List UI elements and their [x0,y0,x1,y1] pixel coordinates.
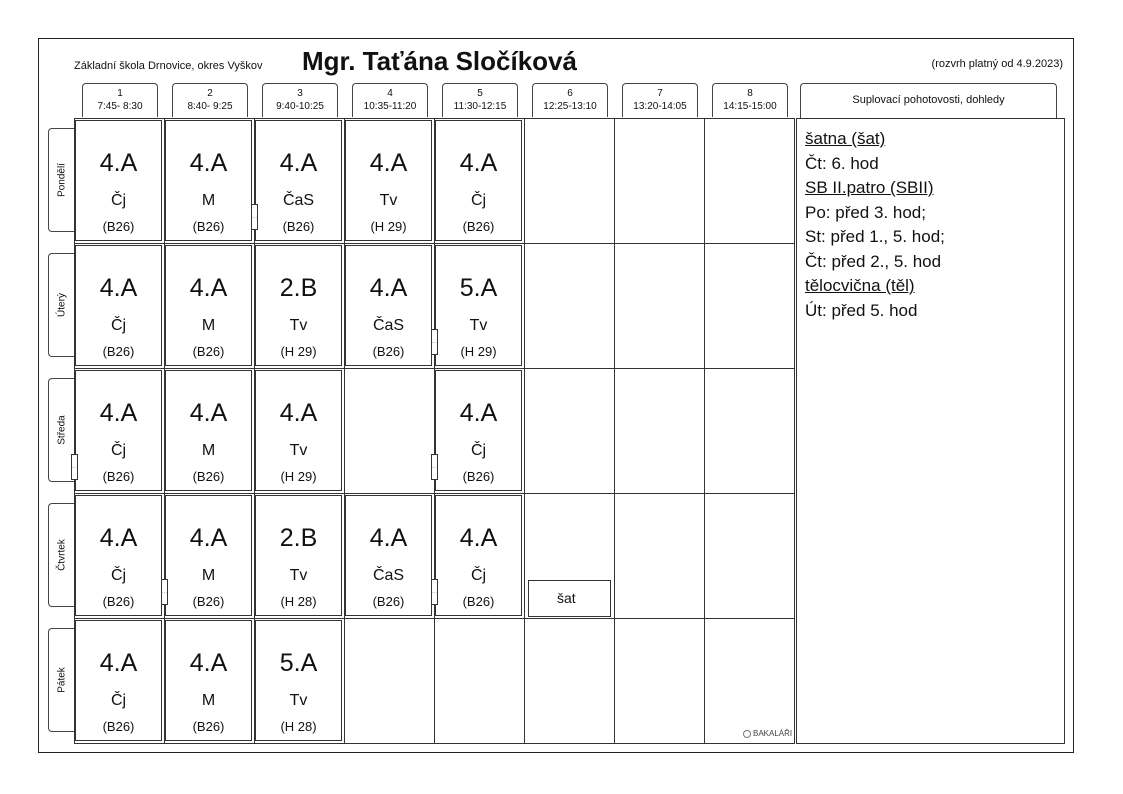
period-header: 4 10:35-11:20 [352,83,428,117]
lesson-cell[interactable]: 4.A Čj (B26) [75,120,162,241]
supervision-marker-icon: ··· [251,204,258,230]
day-tab-wednesday: Středa [48,378,74,482]
supervision-header: Suplovací pohotovosti, dohledy [800,83,1057,118]
lesson-cell[interactable]: 4.A Čj (B26) [75,370,162,491]
bakalari-icon [743,730,751,738]
lesson-cell[interactable]: 4.A ČaS (B26) [345,495,432,616]
validity-note: (rozvrh platný od 4.9.2023) [931,58,1063,70]
supervision-location: tělocvična (těl) [805,276,915,295]
day-tab-friday: Pátek [48,628,74,732]
grid-line [74,368,795,369]
day-tab-tuesday: Úterý [48,253,74,357]
supervision-time: St: před 1., 5. hod; [805,227,945,246]
period-header: 8 14:15-15:00 [712,83,788,117]
lesson-cell[interactable]: 4.A M (B26) [165,245,252,366]
period-header: 7 13:20-14:05 [622,83,698,117]
supervision-location: šatna (šat) [805,129,886,148]
lesson-cell[interactable]: 4.A M (B26) [165,620,252,741]
lesson-cell[interactable]: 5.A Tv (H 29) [435,245,522,366]
grid-line [74,618,795,619]
lesson-cell[interactable]: 5.A Tv (H 28) [255,620,342,741]
lesson-cell[interactable]: 4.A M (B26) [165,120,252,241]
bakalari-logo: BAKALÁŘI [743,729,792,738]
supervision-time: Út: před 5. hod [805,300,918,320]
period-header: 6 12:25-13:10 [532,83,608,117]
period-header: 2 8:40- 9:25 [172,83,248,117]
grid-line [524,118,525,744]
lesson-cell[interactable]: 4.A ČaS (B26) [345,245,432,366]
day-tab-thursday: Čtvrtek [48,503,74,607]
grid-line [704,118,705,744]
lesson-cell[interactable]: 4.A ČaS (B26) [255,120,342,241]
supervision-time: Čt: 6. hod [805,153,879,173]
period-header: 5 11:30-12:15 [442,83,518,117]
supervision-marker-icon: ··· [431,454,438,480]
supervision-marker-icon: ··· [71,454,78,480]
grid-line [74,243,795,244]
supervision-marker-icon: ··· [431,329,438,355]
supervision-marker-icon: ··· [161,579,168,605]
grid-line [74,493,795,494]
grid-line [614,118,615,744]
lesson-cell[interactable]: 4.A Čj (B26) [435,495,522,616]
lesson-cell[interactable]: 4.A Tv (H 29) [255,370,342,491]
lesson-cell[interactable]: 4.A M (B26) [165,370,252,491]
lesson-cell[interactable]: 4.A Čj (B26) [75,495,162,616]
lesson-cell[interactable]: 4.A Čj (B26) [75,245,162,366]
period-header: 3 9:40-10:25 [262,83,338,117]
lesson-cell[interactable]: 4.A Čj (B26) [435,370,522,491]
supervision-time: Čt: před 2., 5. hod [805,251,942,271]
lesson-cell[interactable]: 2.B Tv (H 28) [255,495,342,616]
lesson-cell[interactable]: 2.B Tv (H 29) [255,245,342,366]
supervision-time: Po: před 3. hod; [805,202,926,222]
period-header: 1 7:45- 8:30 [82,83,158,117]
supervision-list [805,127,945,323]
lesson-cell[interactable]: 4.A Čj (B26) [435,120,522,241]
supervision-location: SB II.patro (SBII) [805,178,934,197]
lesson-cell[interactable]: 4.A Čj (B26) [75,620,162,741]
supervision-marker-icon: ··· [431,579,438,605]
lesson-cell[interactable]: 4.A M (B26) [165,495,252,616]
teacher-name: Mgr. Taťána Sločíková [302,46,577,76]
school-name: Základní škola Drnovice, okres Vyškov [74,60,263,72]
day-tab-monday: Pondělí [48,128,74,232]
duty-cell[interactable]: šat [528,580,611,617]
lesson-cell[interactable]: 4.A Tv (H 29) [345,120,432,241]
